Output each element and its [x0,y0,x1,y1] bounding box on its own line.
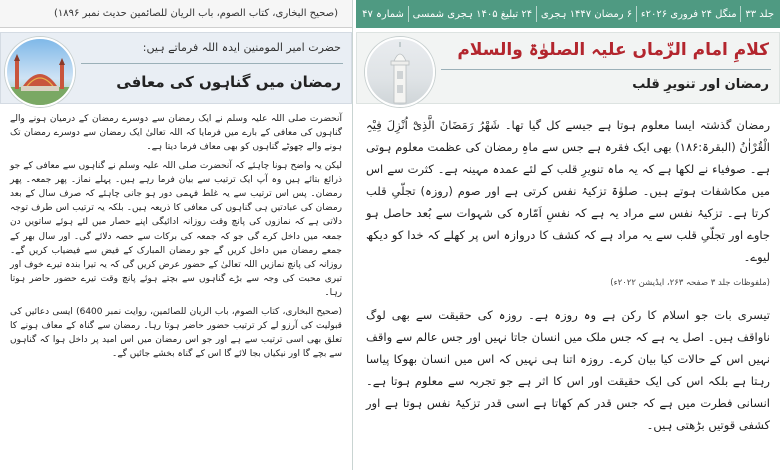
bar-separator [536,6,537,22]
right-body [356,114,780,440]
hijri-date: ۶ رمضان ۱۴۴۷ ہجری [540,8,633,20]
left-paragraph: آنحضرت صلی اللہ علیہ وسلم نے ایک رمضان سے دوسرے رمضان کے درمیان ہونے والے گناہوں کی معافی کے بارے میں فرمایا کہ اللہ تعالیٰ ایک رمضان سے دوسرے رمضان تک ہونے والے چھوٹے گناہوں کو بھی معاف فرما دیتا ہے۔ [10,114,342,153]
left-paragraph: (صحیح البخاری، کتاب الصوم، باب الریان للصائمین، روایت نمبر 6400) ایسی دعائیں کی قبولیت کی آرزو لے کر ترتیب حضور حاضر ہوتا رہا۔ رمضان سے گناہ کے معاف ہونے کا تعلق بھی اسی ترتیب سے ہے اور جو اس رمضان میں اس امید پر داخل ہوا کہ گناہوں سے بچے گا اور نیکیاں بجا لائے گا اس کے گناہ بخشے جائیں گے۔ [10,306,343,360]
shamsi-date: ۲۴ تبلیغ ۱۴۰۵ ہجری شمسی [412,8,533,20]
right-header [356,32,780,104]
right-subtitle: رمضان اور تنویرِ قلب [632,77,769,92]
header-divider [81,63,343,64]
left-header [0,32,352,104]
bar-separator [636,6,637,22]
date-bar [356,0,780,28]
minaret-image [365,37,435,107]
reference-note: (ملفوظات جلد ۳ صفحہ ۲۶۳، ایڈیشن ۲۰۲۲ء) [610,278,770,288]
left-body [0,112,352,365]
left-column [0,0,353,470]
citation-bar [0,0,352,28]
header-divider [441,69,771,70]
volume-label: جلد ۳۳ [745,8,774,20]
header-title: کلامِ امام الزّماں علیہ الصلوٰۃ والسلام [457,40,769,60]
right-paragraph: رمضان گذشتہ ایسا معلوم ہوتا ہے جیسے کل گیا تھا۔ شَھْرُ رَمَضَانَ الَّذِیْٓ اُنْزِلَ فِیْہِ الْقُرْاٰنُ (البقرۃ:۱۸۶) بھی ایک فقرہ ہے جس سے ماہِ رمضان کی عظمت معلوم ہوتی ہے۔ صوفیاء نے لکھا ہے کہ یہ ماہ تنویرِ قلب کے لئے عمدہ مہینہ ہے۔ کثرت سے اس میں مکاشفات ہوتے ہیں۔ صلوٰۃ تزکیۂ نفس کرتی ہے اور صوم (روزہ) تجلّیِ قلب کرتا ہے۔ تزکیۂ نفس سے مراد یہ ہے کہ نفسِ اَمّارہ کی شہوات سے بُعد حاصل ہو جاوے اور تجلّیِ قلب سے یہ مراد ہے کہ کشف کا دروازہ اس پر کھلے کہ خدا کو دیکھ لیوے۔ [366,118,770,264]
gregorian-date: منگل ۲۴ فروری ۲۰۲۶ء [640,8,737,20]
author-heading: حضرت امیر المومنین ایدہ اللہ فرماتے ہیں: [142,41,341,54]
right-column [356,0,780,470]
left-title: رمضان میں گناہوں کی معافی [116,73,341,91]
bar-separator [740,6,741,22]
bar-separator [408,6,409,22]
issue-label: شمارہ ۴۷ [362,8,404,20]
right-paragraph: تیسری بات جو اسلام کا رکن ہے وہ روزہ ہے۔ روزہ کی حقیقت سے بھی لوگ ناواقف ہیں۔ اصل یہ ہے کہ جس ملک میں انسان جاتا نہیں اور جس عالم سے واقف نہیں اس کے حالات کیا بیان کرے۔ روزہ اتنا ہی نہیں کہ اس میں انسان بھوکا پیاسا رہتا ہے بلکہ اس کی ایک حقیقت اور اس کا اثر ہے جو تجربہ سے معلوم ہوتا ہے۔ انسانی فطرت میں ہے کہ جس قدر کم کھاتا ہے اسی قدر تزکیۂ نفس ہوتا ہے اور کشفی قوتیں بڑھتی ہیں۔ [366,308,770,432]
citation-text: (صحیح البخاری، کتاب الصوم، باب الریان للصائمین حدیث نمبر ۱۸۹۶) [53,8,338,19]
left-paragraph: لیکن یہ واضح ہونا چاہئے کہ آنحضرت صلی اللہ علیہ وسلم نے گناہوں سے معافی کے جو ذرائع بتائے ہیں وہ آپ ایک ترتیب سے بیان فرما رہے ہیں۔ پہلے نماز۔ پھر جمعہ۔ پھر رمضان۔ پس اس ترتیب سے یہ غلط فہمی دور ہو جانی چاہئے کہ صرف سال کے بعد رمضان کی عبادتیں ہی گناہوں کی معافی کا ذریعہ ہیں۔ بلکہ یہ ترتیب اس طرف توجہ دلاتی ہے کہ نمازوں کی پانچ وقت روزانہ ادائیگی اپنے حصار میں لئے ہوئے ساتویں دن جمعہ میں داخل کرے گی جو کہ جمعہ کی برکات سے حصہ دلائے گی۔ اور سال بھر کے جمعے رمضان میں داخل کریں گے جو رمضان المبارک کے فیض سے فیضیاب کریں گے۔ روزانہ کی پانچ نمازیں اللہ تعالیٰ کے حضور عرض کریں گی کہ یہ تیرا بندہ تیرے خوف اور تیری محبت کی وجہ سے بڑے گناہوں سے بچتے ہوئے پانچ وقت تیرے حضور حاضر ہوتا رہا۔ [10,160,342,299]
mosque-domes-image [5,37,75,107]
